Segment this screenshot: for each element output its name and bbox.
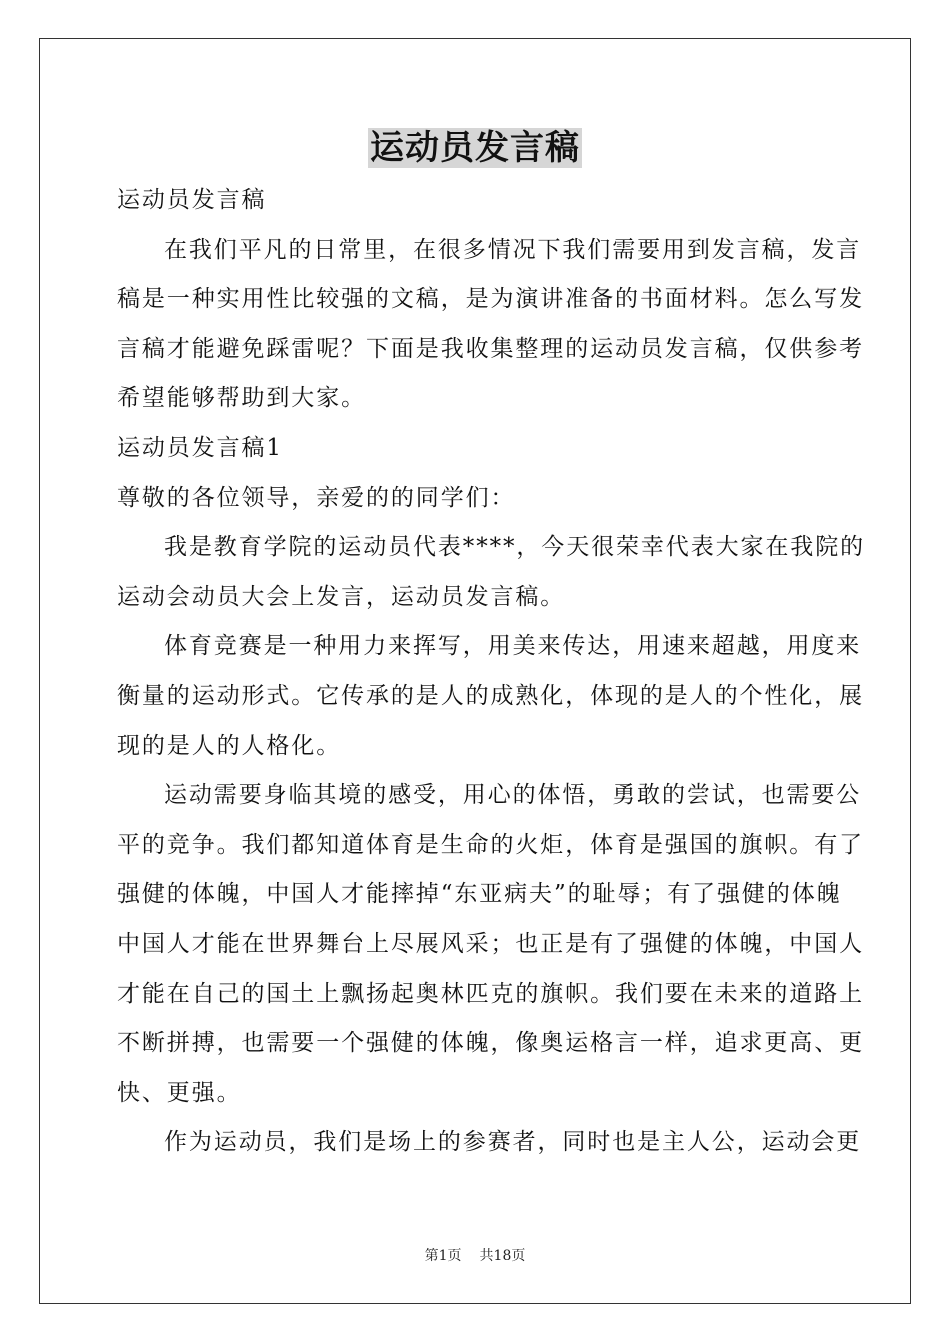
body-text-line: 运动员发言稿 <box>117 187 267 213</box>
page-footer <box>0 1246 950 1266</box>
body-text-line: 快、更强。 <box>117 1079 242 1106</box>
page-total: 共18页 <box>479 1248 526 1264</box>
body-text-line: 中国人才能在世界舞台上尽展风采；也正是有了强健的体魄，中国人 <box>117 930 864 957</box>
body-text-line: 我是教育学院的运动员代表****，今天很荣幸代表大家在我院的 <box>164 534 865 561</box>
body-text-line: 运动员发言稿1 <box>117 434 283 461</box>
body-text-line: 衡量的运动形式。它传承的是人的成熟化，体现的是人的个性化，展 <box>117 682 864 709</box>
body-text-line: 才能在自己的国土上飘扬起奥林匹克的旗帜。我们要在未来的道路上 <box>117 980 864 1007</box>
body-text-line: 作为运动员，我们是场上的参赛者，同时也是主人公，运动会更 <box>164 1129 862 1156</box>
body-text-line: 言稿才能避免踩雷呢？下面是我收集整理的运动员发言稿，仅供参考 <box>117 335 864 362</box>
body-text-line: 稿是一种实用性比较强的文稿，是为演讲准备的书面材料。怎么写发 <box>117 286 864 313</box>
body-text-line: 在我们平凡的日常里，在很多情况下我们需要用到发言稿，发言 <box>164 236 862 263</box>
body-text-line: 强健的体魄，中国人才能摔掉“东亚病夫”的耻辱；有了强健的体魄 <box>117 881 842 908</box>
body-text-line: 运动需要身临其境的感受，用心的体悟，勇敢的尝试，也需要公 <box>164 782 862 809</box>
document-title <box>0 124 950 172</box>
body-text-line: 平的竞争。我们都知道体育是生命的火炬，体育是强国的旗帜。有了 <box>117 831 864 858</box>
body-text-line: 尊敬的各位领导，亲爱的的同学们： <box>117 484 516 511</box>
page-number: 第1页 <box>424 1248 462 1264</box>
document-title-text: 运动员发言稿 <box>370 128 580 168</box>
body-text-line: 现的是人的人格化。 <box>117 732 342 759</box>
document-body <box>117 176 865 1168</box>
body-text-line: 希望能够帮助到大家。 <box>117 385 366 412</box>
body-text-line: 体育竞赛是一种用力来挥写，用美来传达，用速来超越，用度来 <box>164 633 862 660</box>
body-text-line: 不断拼搏，也需要一个强健的体魄，像奥运格言一样，追求更高、更 <box>117 1030 864 1057</box>
body-text-line: 运动会动员大会上发言，运动员发言稿。 <box>117 583 566 610</box>
